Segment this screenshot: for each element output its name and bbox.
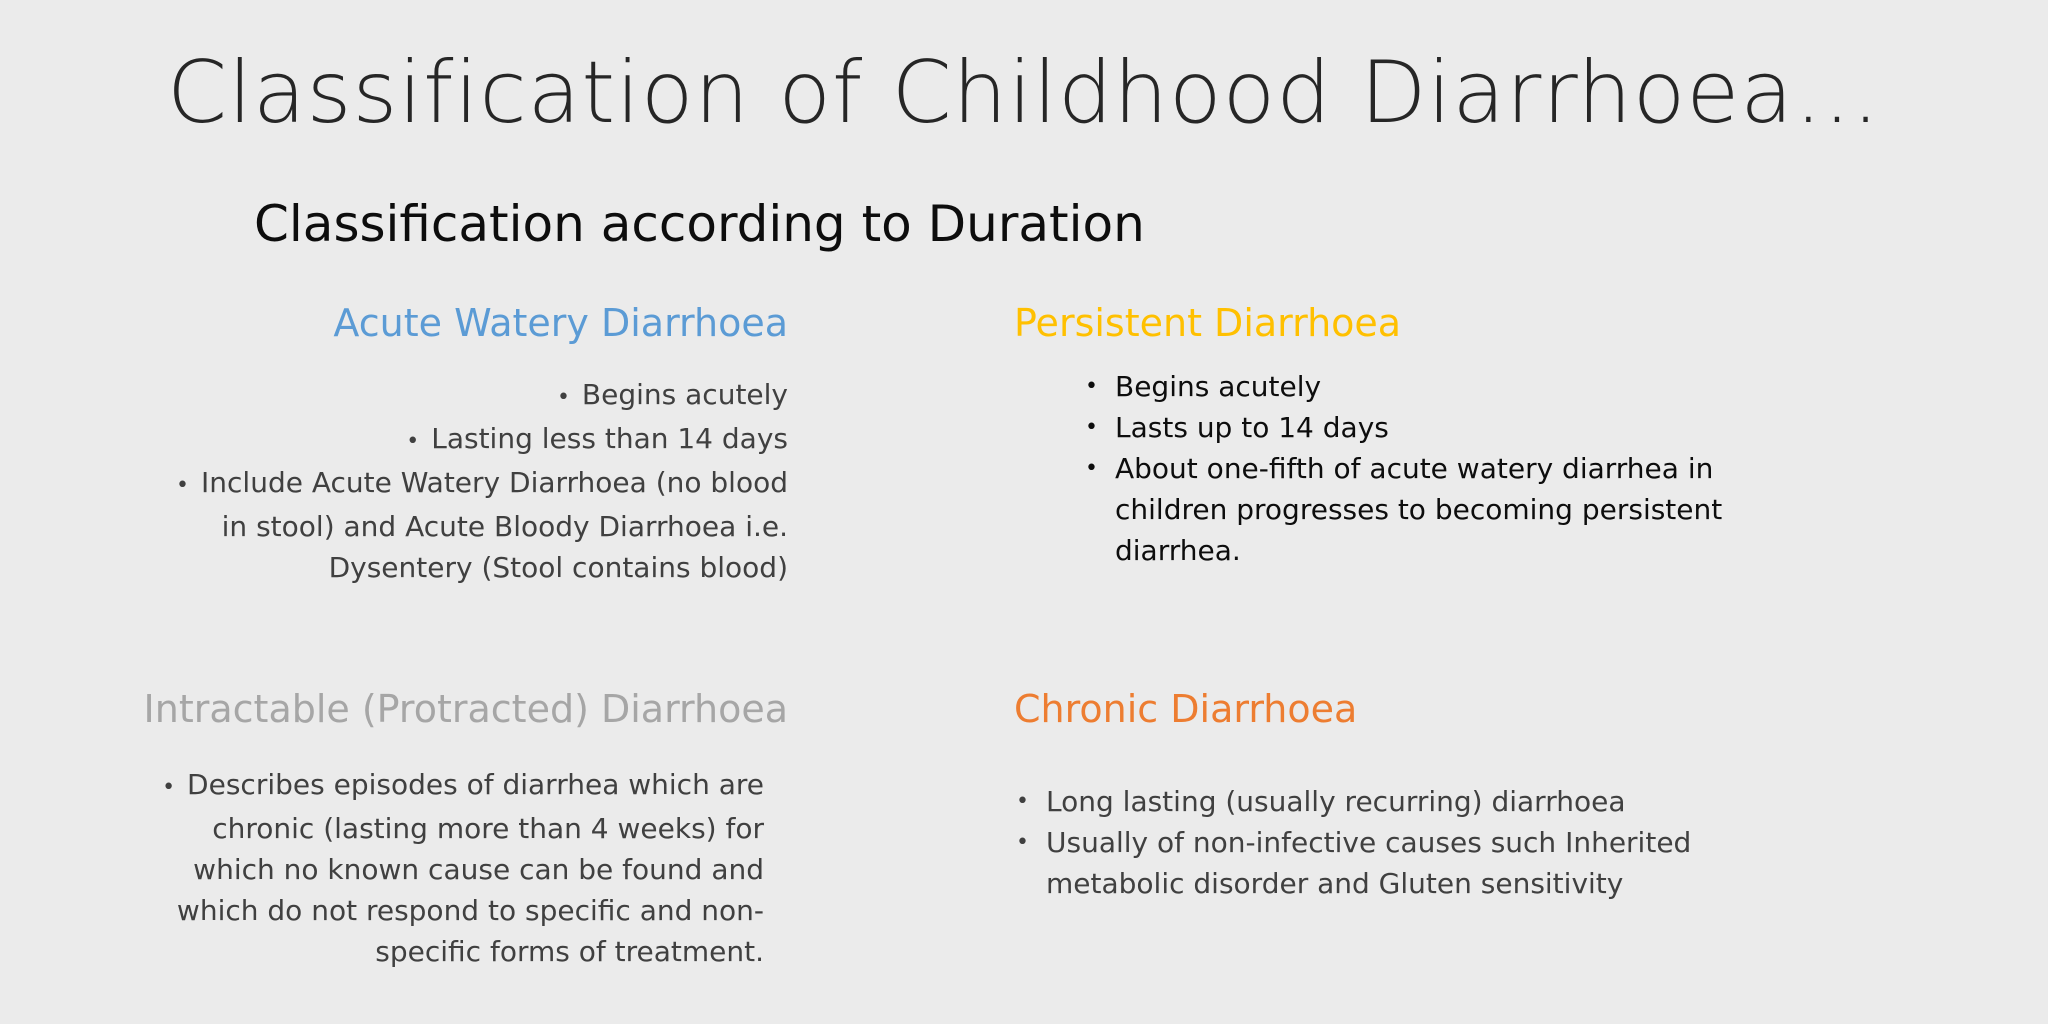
acute-bullet-text: Include Acute Watery Diarrhoea (no blood in stool) and Acute Bloody Diarrhoea i.e. Dysentery (Stool contains blood) xyxy=(201,466,788,584)
list-item xyxy=(148,418,788,462)
slide-subtitle: Classification according to Duration xyxy=(254,195,1145,253)
acute-bullet-text: Begins acutely xyxy=(581,378,788,411)
chronic-heading: Chronic Diarrhoea xyxy=(1014,687,1358,731)
list-item xyxy=(148,462,788,588)
list-item xyxy=(1085,366,1745,407)
bullet-icon: • xyxy=(1085,374,1098,399)
slide-title: Classification of Childhood Diarrhoea… xyxy=(167,43,1881,143)
intractable-bullet-text: Describes episodes of diarrhea which are chronic (lasting more than 4 weeks) for which no known cause can be found and which do not respond to specific and non-specific forms of treatment. xyxy=(176,768,764,968)
persistent-heading: Persistent Diarrhoea xyxy=(1014,301,1402,345)
acute-bullet-list xyxy=(148,374,788,588)
chronic-bullet-list xyxy=(1016,781,1756,904)
chronic-bullet-text: Long lasting (usually recurring) diarrhoea xyxy=(1046,785,1626,818)
bullet-icon: • xyxy=(1085,415,1098,440)
bullet-icon: • xyxy=(1016,789,1029,814)
chronic-bullet-text: Usually of non-infective causes such Inherited metabolic disorder and Gluten sensitivity xyxy=(1046,826,1692,900)
list-item xyxy=(1016,822,1756,904)
bullet-icon: • xyxy=(162,775,176,800)
list-item xyxy=(144,764,764,972)
persistent-bullet-text: About one-fifth of acute watery diarrhea in children progresses to becoming persistent diarrhea. xyxy=(1115,452,1723,567)
list-item xyxy=(1085,448,1745,571)
acute-bullet-text: Lasting less than 14 days xyxy=(431,422,788,455)
list-item xyxy=(1016,781,1756,822)
bullet-icon: • xyxy=(1085,456,1098,481)
list-item xyxy=(148,374,788,418)
bullet-icon: • xyxy=(176,473,190,498)
bullet-icon: • xyxy=(1016,830,1029,855)
persistent-bullet-text: Begins acutely xyxy=(1115,370,1322,403)
persistent-bullet-list xyxy=(1085,366,1745,571)
intractable-bullet-list xyxy=(144,764,764,972)
bullet-icon: • xyxy=(556,385,570,410)
intractable-heading: Intractable (Protracted) Diarrhoea xyxy=(143,687,788,731)
persistent-bullet-text: Lasts up to 14 days xyxy=(1115,411,1389,444)
acute-heading: Acute Watery Diarrhoea xyxy=(333,301,788,345)
list-item xyxy=(1085,407,1745,448)
bullet-icon: • xyxy=(406,429,420,454)
